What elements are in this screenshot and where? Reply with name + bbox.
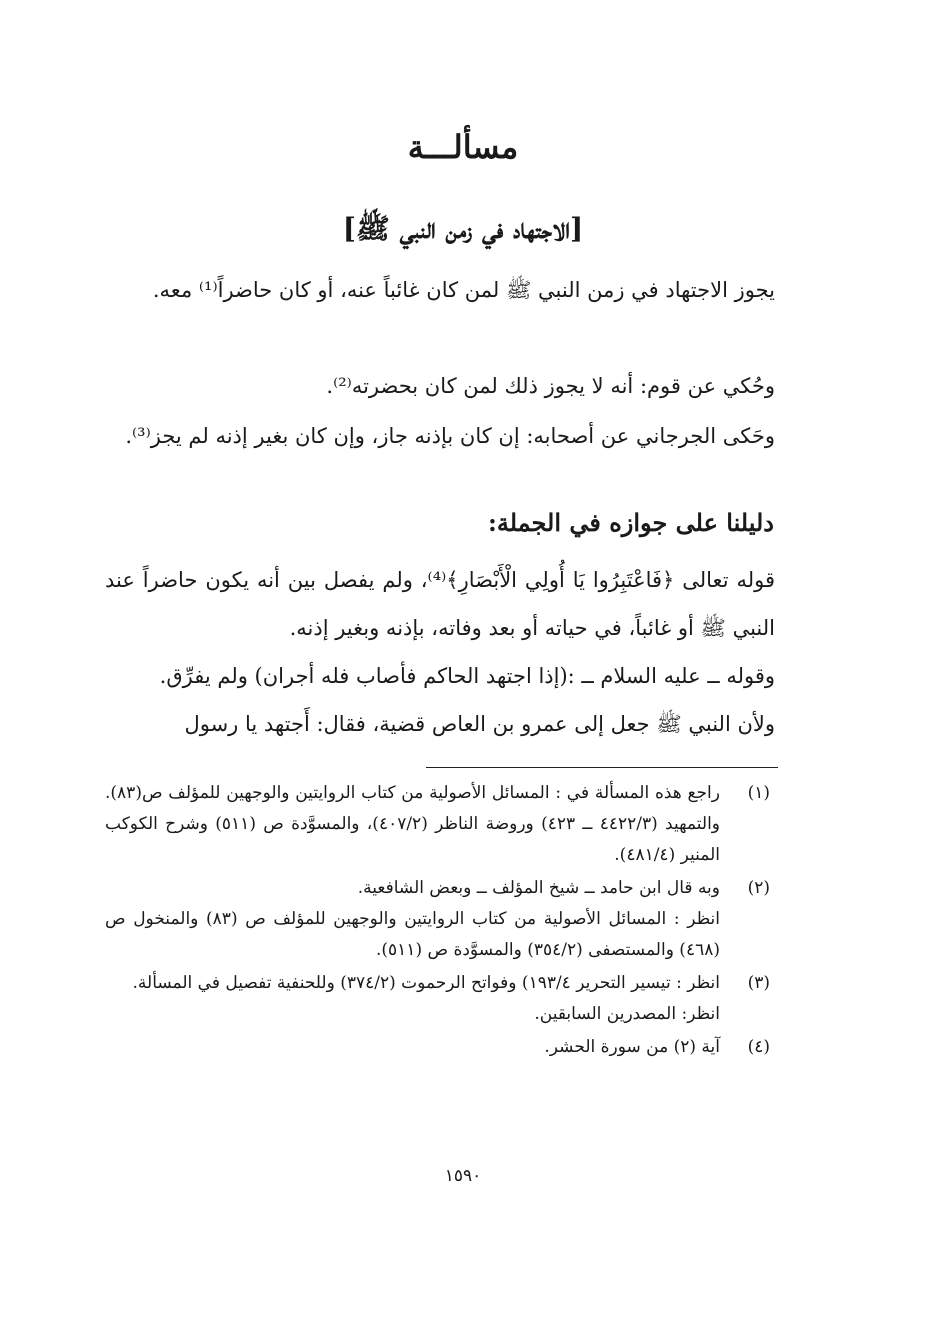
body-paragraph-1 [105, 266, 775, 314]
footnote-3 [105, 968, 778, 1030]
footnote-text: انظر : المسائل الأصولية من كتاب الروايتين والوجهين للمؤلف ص (٨٣) والمنخول ص (٤٦٨) والمستصفى (٣٥٤/٢) والمسوَّدة ص (٥١١). [105, 909, 720, 960]
footnote-separator [426, 767, 778, 768]
footnote-text: وبه قال ابن حامد ــ شيخ المؤلف ــ وبعض الشافعية. [357, 878, 720, 898]
footnote-number: (١) [747, 783, 770, 803]
footnote-1 [105, 778, 778, 871]
argument-paragraph-1 [105, 556, 775, 652]
footnotes [105, 778, 778, 1065]
footnote-text: انظر : تيسير التحرير ١٩٣/٤) وفواتح الرحموت (٣٧٤/٢) وللحنفية تفصيل في المسألة. [132, 973, 720, 993]
footnote-text: آية (٢) من سورة الحشر. [544, 1037, 720, 1057]
argument-paragraph-2 [105, 652, 775, 700]
page-title: مسألـــة [407, 128, 519, 166]
argument-paragraph-3 [105, 700, 775, 748]
paragraph-text: وحَكى الجرجاني عن أصحابه: إن كان بإذنه جاز، وإن كان بغير إذنه لم يجز⁽³⁾. [125, 424, 775, 448]
paragraph-text: وحُكي عن قوم: أنه لا يجوز ذلك لمن كان بحضرته⁽²⁾. [326, 374, 775, 398]
paragraph-text: قوله تعالى ﴿فَاعْتَبِرُوا يَا أُولِي الْأَبْصَارِ﴾⁽⁴⁾، ولم يفصل بين أنه يكون حاضراً عند النبي ﷺ أو غائباً، في حياته أو بعد وفاته، بإذنه وبغير إذنه. [105, 568, 775, 640]
footnote-text: انظر: المصدرين السابقين. [534, 1004, 720, 1024]
footnote-4 [105, 1032, 778, 1063]
footnote-text: راجع هذه المسألة في : المسائل الأصولية من كتاب الروايتين والوجهين للمؤلف ص(٨٣). والتمهيد (٤٤٢٢/٣ ــ ٤٢٣) وروضة الناظر (٤٠٧/٢)، والمسوَّدة ص (٥١١) وشرح الكوكب المنير (٤٨١/٤). [105, 783, 720, 865]
argument-heading: دليلنا على جوازه في الجملة: [488, 508, 774, 537]
section-subtitle: [الاجتهاد في زمن النبي ﷺ] [342, 212, 584, 245]
paragraph-text: وقوله ــ عليه السلام ــ :(إذا اجتهد الحاكم فأصاب فله أجران) ولم يفرِّق. [159, 664, 775, 688]
body-paragraph-2 [105, 362, 775, 410]
paragraph-text: ولأن النبي ﷺ جعل إلى عمرو بن العاص قضية، فقال: أَجتهد يا رسول [184, 712, 775, 736]
footnote-number: (٤) [747, 1037, 770, 1057]
page-number: ١٥٩٠ [444, 1166, 482, 1186]
paragraph-text: يجوز الاجتهاد في زمن النبي ﷺ لمن كان غائباً عنه، أو كان حاضراً⁽¹⁾ معه. [152, 278, 775, 302]
footnote-2 [105, 873, 778, 966]
body-paragraph-3 [105, 412, 775, 460]
footnote-number: (٢) [747, 878, 770, 898]
footnote-number: (٣) [747, 973, 770, 993]
